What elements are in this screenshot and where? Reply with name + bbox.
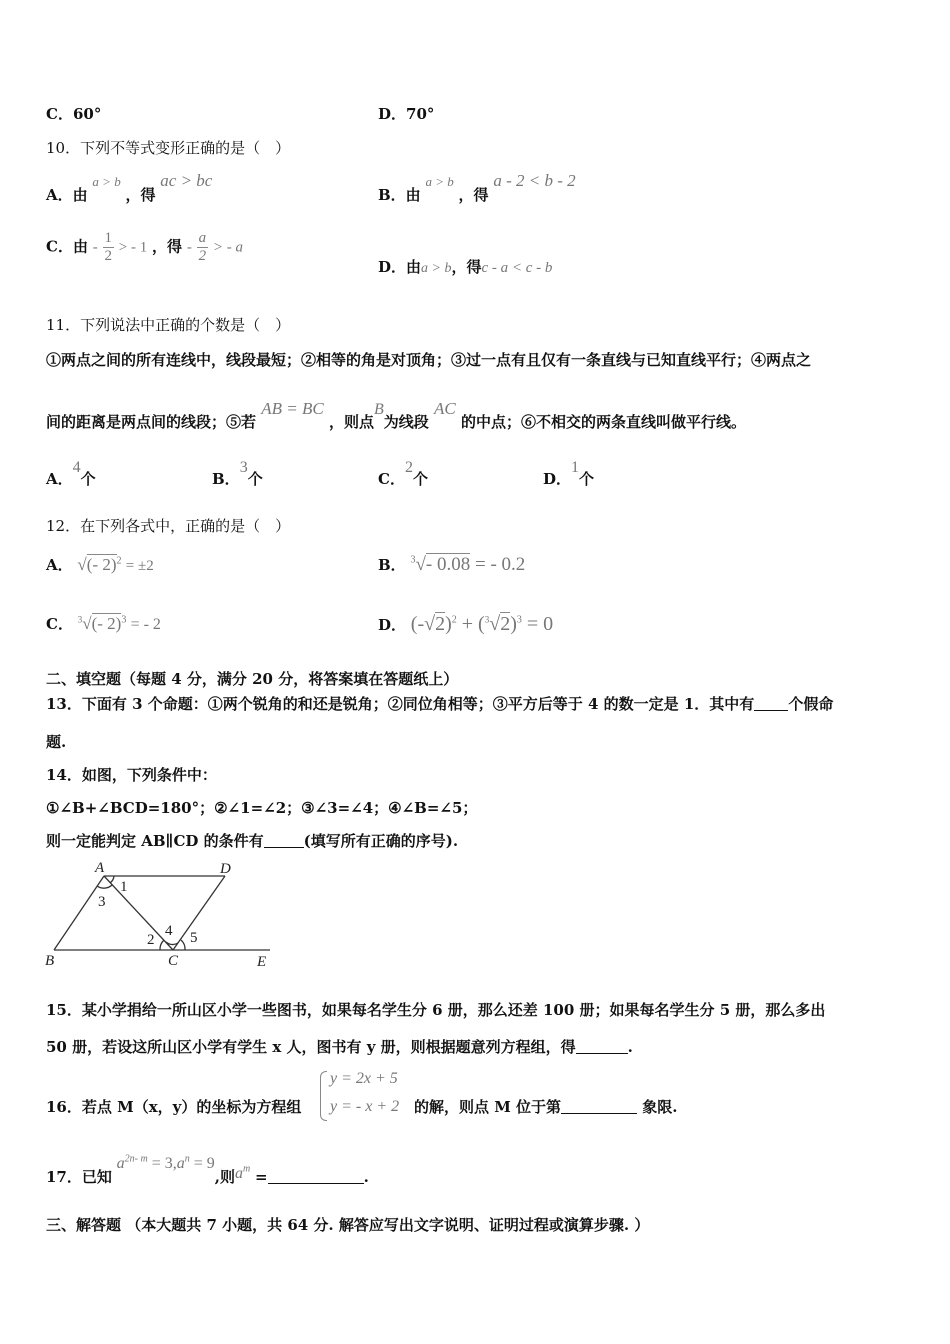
q12-d-exp1: 2 [451, 614, 457, 626]
q12-c-radicand: (- 2) [91, 614, 122, 633]
q12-d-index: 3 [484, 614, 490, 625]
q12-c-rhs: = - 2 [130, 616, 161, 633]
q10-d-label: D．由 [378, 258, 422, 276]
q12-a-exp: 2 [116, 555, 122, 567]
q13-line2: 题. [46, 733, 67, 751]
q16-text-b: 的解，则点 M 位于第 [414, 1098, 562, 1116]
q14-answer-blank[interactable] [264, 833, 304, 848]
q17-line [46, 1152, 369, 1186]
q16-answer-blank[interactable] [561, 1099, 637, 1114]
q10-d-mid: ，得 [451, 258, 482, 276]
q13-line1 [46, 693, 833, 714]
q12-d-open1: (- [410, 613, 425, 635]
label-angle-2: 2 [147, 932, 155, 948]
q17-exp3: m [243, 1163, 251, 1175]
q14-ask-b: (填写所有正确的序号). [303, 832, 459, 850]
q11-line2-d: 的中点；⑥不相交的两条直线叫做平行线。 [460, 413, 746, 431]
radical-sign-icon: √ [77, 555, 87, 574]
q10-d-result: c - a < c - b [481, 260, 553, 276]
q12-c-label: C． [46, 615, 73, 633]
q14-conditions: ①∠B+∠BCD=180°；②∠1=∠2；③∠3=∠4；④∠B=∠5； [46, 799, 478, 817]
q17-exp1: 2n- m [124, 1153, 148, 1165]
q12-c-exp: 3 [121, 614, 127, 626]
q10-d-cond: a > b [421, 261, 452, 276]
q11-line2 [46, 398, 746, 431]
q10-b-result: a - 2 < b - 2 [493, 171, 576, 190]
q12-stem: 12．在下列各式中，正确的是（ ） [46, 517, 291, 535]
q15-text-a: 50 册，若设这所山区小学有学生 x 人，图书有 y 册，则根据题意列方程组，得 [46, 1038, 576, 1056]
q12-option-d [378, 613, 553, 636]
q17-exp2: n [184, 1153, 190, 1165]
q10-c-cond-sign: - [92, 239, 98, 256]
q11-line2-a: 间的距离是两点间的线段；⑤若 [46, 413, 257, 431]
q10-c-res-sign: - [186, 239, 192, 256]
q10-a-result: ac > bc [160, 171, 213, 190]
q12-b-index: 3 [410, 554, 416, 566]
q15-line2 [46, 1036, 633, 1057]
q14-stem: 14．如图，下列条件中： [46, 766, 217, 784]
q17-base2: a [176, 1155, 185, 1172]
label-angle-5: 5 [190, 930, 198, 946]
q11-a-label: A． [46, 470, 73, 488]
q12-d-rhs: = 0 [526, 613, 554, 635]
q12-a-rhs: = ±2 [125, 558, 154, 574]
q16-rest [414, 1096, 678, 1117]
q12-d-rad2: 2 [500, 613, 511, 635]
q9-option-c: C．60° [46, 105, 102, 123]
q10-b-cond: a > b [425, 174, 454, 189]
q17-base1: a [116, 1155, 125, 1172]
q12-option-c [46, 613, 161, 634]
brace-icon [320, 1071, 327, 1121]
q17-text-a: 17．已知 [46, 1168, 112, 1186]
q10-c-cond-den: 2 [104, 248, 113, 264]
q12-option-b [378, 554, 525, 576]
q11-point-b: B [373, 401, 384, 418]
q10-b-mid: ，得 [458, 186, 489, 204]
q16-equation-system [320, 1069, 412, 1123]
segment-ac [104, 876, 173, 950]
q11-eq: AB = BC [261, 399, 324, 418]
q12-d-expr [411, 613, 553, 635]
q11-line2-c: 为线段 [383, 413, 429, 431]
q11-a-unit: 个 [80, 470, 96, 488]
q10-option-d [378, 256, 552, 277]
q12-a-label: A． [46, 556, 73, 574]
q17-text-b: ,则 [214, 1168, 236, 1186]
q14-ask-a: 则一定能判定 AB∥CD 的条件有 [46, 832, 264, 850]
q15-text-b: . [627, 1038, 633, 1056]
q11-stem: 11．下列说法中正确的个数是（ ） [46, 316, 291, 334]
segment-cd [173, 876, 225, 950]
q11-d-label: D． [543, 470, 572, 488]
q15-line1: 15．某小学捐给一所山区小学一些图书，如果每名学生分 6 册，那么还差 100 册；如果每名学生分 5 册，那么多出 [46, 1001, 826, 1019]
q10-c-res-fraction [197, 230, 209, 265]
q17-expr1 [117, 1155, 177, 1172]
q11-b-num: 3 [239, 459, 248, 476]
q10-c-mid: ，得 [152, 237, 183, 256]
q10-c-res-rest: > - a [212, 239, 244, 256]
q10-c-cond-num: 1 [104, 230, 113, 246]
q10-a-cond: a > b [92, 174, 121, 189]
q11-b-label: B． [212, 470, 240, 488]
q11-option-c [378, 456, 428, 488]
q12-b-rhs: = - 0.2 [474, 554, 526, 575]
q17-text-c: = [255, 1168, 268, 1186]
label-angle-1: 1 [120, 879, 128, 895]
q11-line1: ①两点之间的所有连线中，线段最短；②相等的角是对顶角；③过一点有且仅有一条直线与已知直线平行；④两点之 [46, 351, 812, 369]
label-angle-4: 4 [165, 923, 173, 939]
label-point-b: B [45, 953, 55, 969]
angle-arc-5 [181, 940, 185, 950]
q10-c-label: C．由 [46, 237, 88, 256]
q17-text-d: . [363, 1168, 369, 1186]
q11-d-num: 1 [571, 459, 580, 476]
label-point-e: E [257, 954, 267, 970]
section-2-heading: 二、填空题（每题 4 分，满分 20 分，将答案填在答题纸上） [46, 670, 459, 688]
radical-sign-icon: √ [424, 613, 436, 635]
q12-b-expr [410, 554, 525, 575]
q12-d-label: D． [378, 616, 407, 634]
q10-c-res-den: 2 [198, 248, 207, 264]
q17-expr2 [177, 1155, 215, 1172]
q16-text-c: 象限. [642, 1098, 678, 1116]
radical-sign-icon: √ [489, 613, 501, 635]
q12-d-plus: + ( [461, 613, 485, 635]
q12-b-label: B． [378, 556, 406, 574]
q11-a-num: 4 [72, 459, 81, 476]
q13-text-b: 个假命 [788, 695, 834, 713]
q10-stem: 10．下列不等式变形正确的是（ ） [46, 139, 291, 157]
q12-option-a [46, 554, 154, 575]
q12-d-exp2: 3 [516, 614, 522, 626]
q10-b-label: B．由 [378, 186, 421, 204]
q14-ask [46, 830, 458, 851]
q12-a-expr [77, 555, 153, 574]
q12-a-radicand: (- 2) [86, 555, 117, 574]
q12-d-rad1: 2 [435, 613, 446, 635]
q11-c-num: 2 [404, 459, 413, 476]
q11-c-label: C． [378, 470, 405, 488]
q11-option-d [543, 456, 595, 488]
q11-segment: AC [434, 399, 456, 418]
angle-arc-2 [160, 940, 164, 950]
q11-option-a [46, 456, 96, 488]
q12-c-index: 3 [77, 614, 83, 625]
q11-c-unit: 个 [412, 470, 428, 488]
q17-answer-blank[interactable] [268, 1169, 364, 1184]
label-point-a: A [95, 860, 105, 876]
q12-d-close2: ) [510, 613, 517, 635]
q17-val1: = 3, [151, 1155, 177, 1172]
angle-arc-1 [110, 876, 114, 883]
angle-arc-3 [97, 885, 112, 888]
q12-b-radicand: - 0.08 [425, 554, 471, 575]
q17-expr3 [235, 1165, 250, 1182]
q9-option-d: D．70° [378, 105, 435, 123]
radical-sign-icon: √ [415, 554, 426, 575]
q11-line2-b: ，则点 [328, 413, 374, 431]
q10-c-cond-fraction [103, 230, 115, 265]
q16-eq1: y = 2x + 5 [330, 1070, 398, 1087]
q17-val2: = 9 [193, 1155, 215, 1172]
q10-option-c [46, 230, 243, 265]
label-point-c: C [168, 953, 179, 969]
q10-a-mid: ，得 [125, 186, 156, 204]
segment-ab [54, 876, 104, 950]
q12-d-close1: ) [445, 613, 452, 635]
q11-option-b [212, 456, 263, 488]
q13-text-a: 13．下面有 3 个命题：①两个锐角的和还是锐角；②同位角相等；③平方后等于 4 的数一定是 1．其中有 [46, 695, 755, 713]
q10-c-cond-rest: > - 1 [118, 239, 148, 256]
q16-text-a: 16．若点 M（x，y）的坐标为方程组 [46, 1098, 302, 1116]
q10-option-a [46, 170, 213, 204]
q11-b-unit: 个 [247, 470, 263, 488]
q10-option-b [378, 170, 576, 204]
q10-c-res-num: a [198, 230, 207, 246]
q14-figure [40, 858, 280, 970]
label-point-d: D [220, 861, 231, 877]
label-angle-3: 3 [98, 894, 106, 910]
radical-sign-icon: √ [82, 614, 92, 633]
q16-eq2: y = - x + 2 [330, 1098, 400, 1115]
section-3-heading: 三、解答题 （本大题共 7 小题，共 64 分. 解答应写出文字说明、证明过程或演算步骤. ） [46, 1216, 650, 1234]
q13-answer-blank[interactable] [754, 696, 788, 711]
q17-base3: a [235, 1165, 244, 1182]
q12-c-expr [78, 614, 161, 633]
q15-answer-blank[interactable] [576, 1039, 628, 1054]
q10-a-label: A．由 [46, 186, 88, 204]
q11-d-unit: 个 [579, 470, 595, 488]
